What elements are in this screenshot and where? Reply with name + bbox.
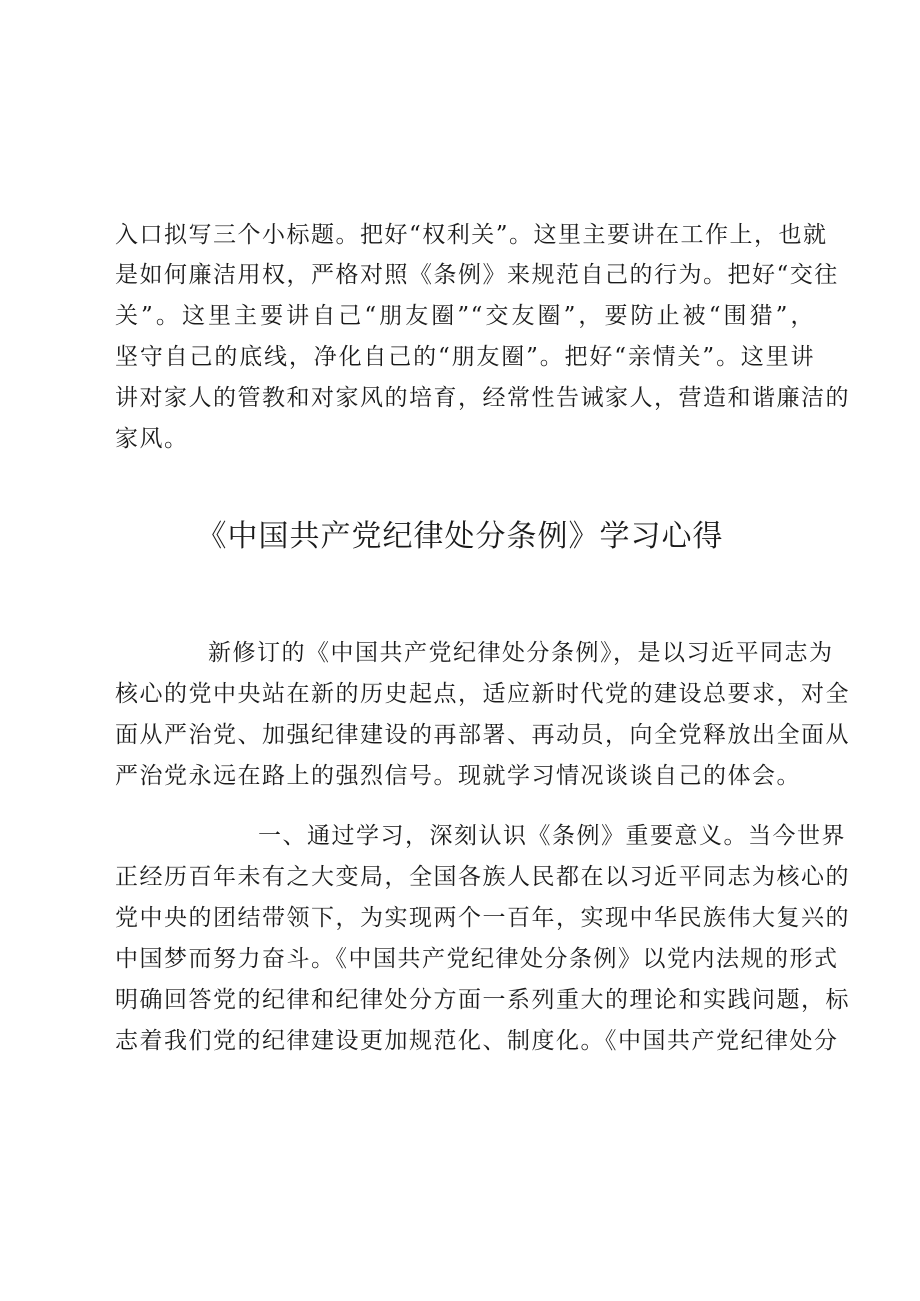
paragraph-2-line-6: 志着我们党的纪律建设更加规范化、制度化。《中国共产党纪律处分 [115, 1028, 839, 1054]
intro-line-1: 入口拟写三个小标题。把好“权利关”。这里主要讲在工作上，也就 [115, 222, 828, 248]
paragraph-1-line-4: 严治党永远在路上的强烈信号。现就学习情况谈谈自己的体会。 [115, 763, 801, 789]
intro-line-2: 是如何廉洁用权，严格对照《条例》来规范自己的行为。把好“交往 [115, 262, 839, 288]
article-title: 《中国共产党纪律处分条例》学习心得 [196, 519, 724, 554]
intro-line-6: 家风。 [115, 426, 189, 452]
paragraph-1-line-3: 面从严治党、加强纪律建设的再部署、再动员，向全党释放出全面从 [115, 722, 850, 748]
intro-line-4: 坚守自己的底线，净化自己的“朋友圈”。把好“亲情关”。这里讲 [115, 344, 815, 370]
paragraph-2-line-4: 中国梦而努力奋斗。《中国共产党纪律处分条例》以党内法规的形式 [115, 946, 839, 972]
paragraph-2-line-2: 正经历百年未有之大变局，全国各族人民都在以习近平同志为核心的 [115, 864, 850, 890]
intro-line-5: 讲对家人的管教和对家风的培育，经常性告诫家人，营造和谐廉洁的 [115, 385, 850, 411]
paragraph-2-line-1: 一、通过学习，深刻认识《条例》重要意义。当今世界 [258, 823, 846, 849]
paragraph-1-line-1: 新修订的《中国共产党纪律处分条例》，是以习近平同志为 [208, 640, 834, 666]
paragraph-2-line-5: 明确回答党的纪律和纪律处分方面一系列重大的理论和实践问题，标 [115, 987, 850, 1013]
intro-line-3: 关”。这里主要讲自己“朋友圈”“交友圈”，要防止被“围猎”， [115, 303, 815, 329]
paragraph-2-line-3: 党中央的团结带领下，为实现两个一百年，实现中华民族伟大复兴的 [115, 905, 850, 931]
paragraph-1-line-2: 核心的党中央站在新的历史起点，适应新时代党的建设总要求，对全 [115, 681, 850, 707]
